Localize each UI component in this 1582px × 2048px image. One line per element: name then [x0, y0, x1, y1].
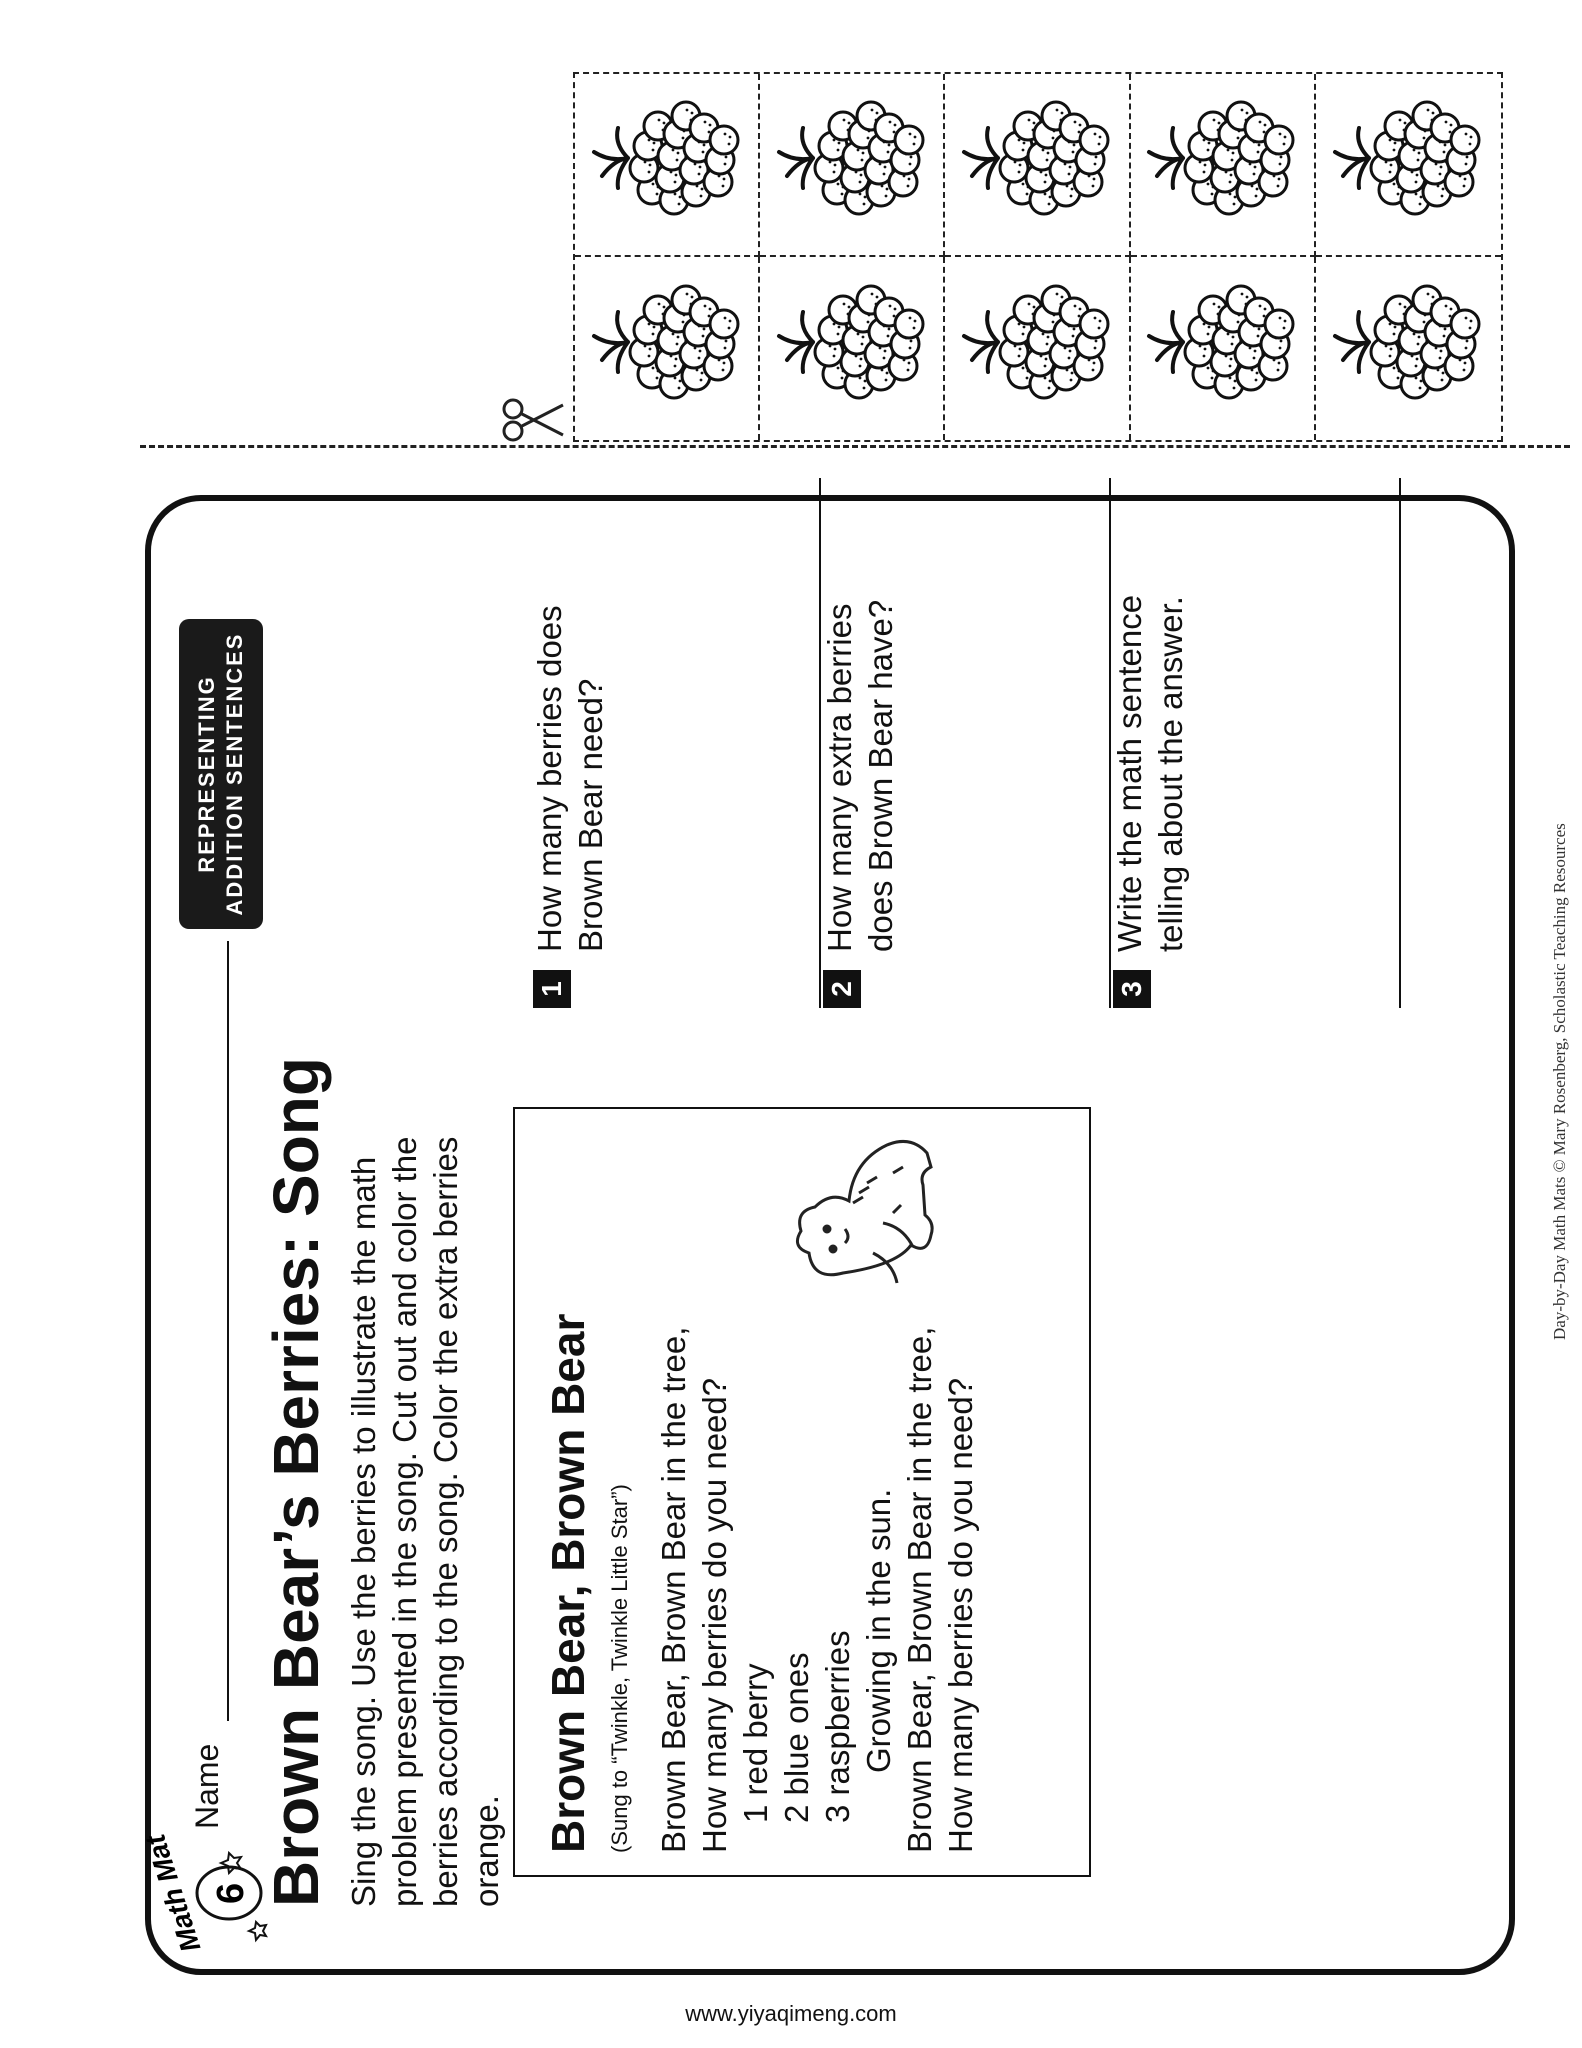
question-number: 3 [1113, 970, 1151, 1008]
raspberry-icon [1137, 264, 1307, 434]
badge-line-2: ADDITION SENTENCES [222, 632, 247, 916]
badge-line-1: REPRESENTING [194, 675, 219, 873]
berry-cutout[interactable] [1131, 74, 1316, 257]
berry-cutout[interactable] [1131, 257, 1316, 440]
song-line: How many berries do you need? [942, 1377, 979, 1853]
berry-cutout[interactable] [1316, 257, 1501, 440]
raspberry-icon [1137, 80, 1307, 250]
bear-icon [783, 1123, 948, 1313]
song-line: 2 blue ones [778, 1652, 815, 1823]
copyright-text: Day-by-Day Math Mats © Mary Rosenberg, Scholastic Teaching Resources [1550, 823, 1569, 1340]
raspberry-icon [582, 264, 752, 434]
cut-line [140, 445, 1570, 448]
website-url: www.yiyaqimeng.com [685, 2001, 897, 2026]
berry-cutout[interactable] [575, 257, 760, 440]
berry-cutout[interactable] [1316, 74, 1501, 257]
question-2 [819, 542, 1111, 997]
berry-cutout[interactable] [945, 257, 1130, 440]
scissors-icon [497, 395, 567, 445]
raspberry-icon [952, 264, 1122, 434]
song-line: How many berries do you need? [696, 1377, 733, 1853]
svg-text:6: 6 [210, 1882, 252, 1904]
question-text: How many extra berries does Brown Bear have? [821, 599, 899, 952]
berry-cutout[interactable] [760, 257, 945, 440]
berry-cutout[interactable] [945, 74, 1130, 257]
song-line: Growing in the sun. [860, 1488, 897, 1773]
song-line: 3 raspberries [819, 1630, 856, 1823]
name-label: Name [189, 1743, 225, 1829]
svg-text:Math Mat: Math Mat [139, 1830, 207, 1956]
page-title: Brown Bear’s Berries: Song [260, 1057, 332, 1907]
question-text: Write the math sentence telling about the answer. [1111, 594, 1189, 952]
instructions: Sing the song. Use the berries to illustrate the math problem presented in the song. Cut out and color the berries according to the song. Color the extra berries orange. [345, 1136, 505, 1907]
question-number: 2 [823, 970, 861, 1008]
topic-badge [179, 619, 263, 929]
song-line: 1 red berry [737, 1663, 774, 1823]
raspberry-icon [767, 264, 937, 434]
answer-line-3[interactable] [1399, 478, 1401, 1008]
berry-cutout-grid [573, 72, 1503, 442]
math-mat [139, 495, 1515, 1975]
raspberry-icon [1323, 264, 1493, 434]
song-line: Brown Bear, Brown Bear in the tree, [655, 1326, 692, 1853]
raspberry-icon [582, 80, 752, 250]
name-line[interactable] [227, 941, 229, 1721]
berry-cutout[interactable] [760, 74, 945, 257]
song-line: Brown Bear, Brown Bear in the tree, [901, 1326, 938, 1853]
question-text: How many berries does Brown Bear need? [531, 605, 609, 952]
question-3 [1109, 542, 1401, 997]
song-lines [653, 1327, 981, 1853]
song-box [513, 1107, 1091, 1877]
raspberry-icon [767, 80, 937, 250]
raspberry-icon [1323, 80, 1493, 250]
song-title: Brown Bear, Brown Bear [542, 1313, 594, 1853]
question-number: 1 [533, 970, 571, 1008]
berry-cutout[interactable] [575, 74, 760, 257]
raspberry-icon [952, 80, 1122, 250]
song-subtitle: (Sung to “Twinkle, Twinkle Little Star”) [607, 1484, 632, 1853]
math-mat-logo [139, 1830, 267, 1959]
question-1 [529, 542, 821, 997]
